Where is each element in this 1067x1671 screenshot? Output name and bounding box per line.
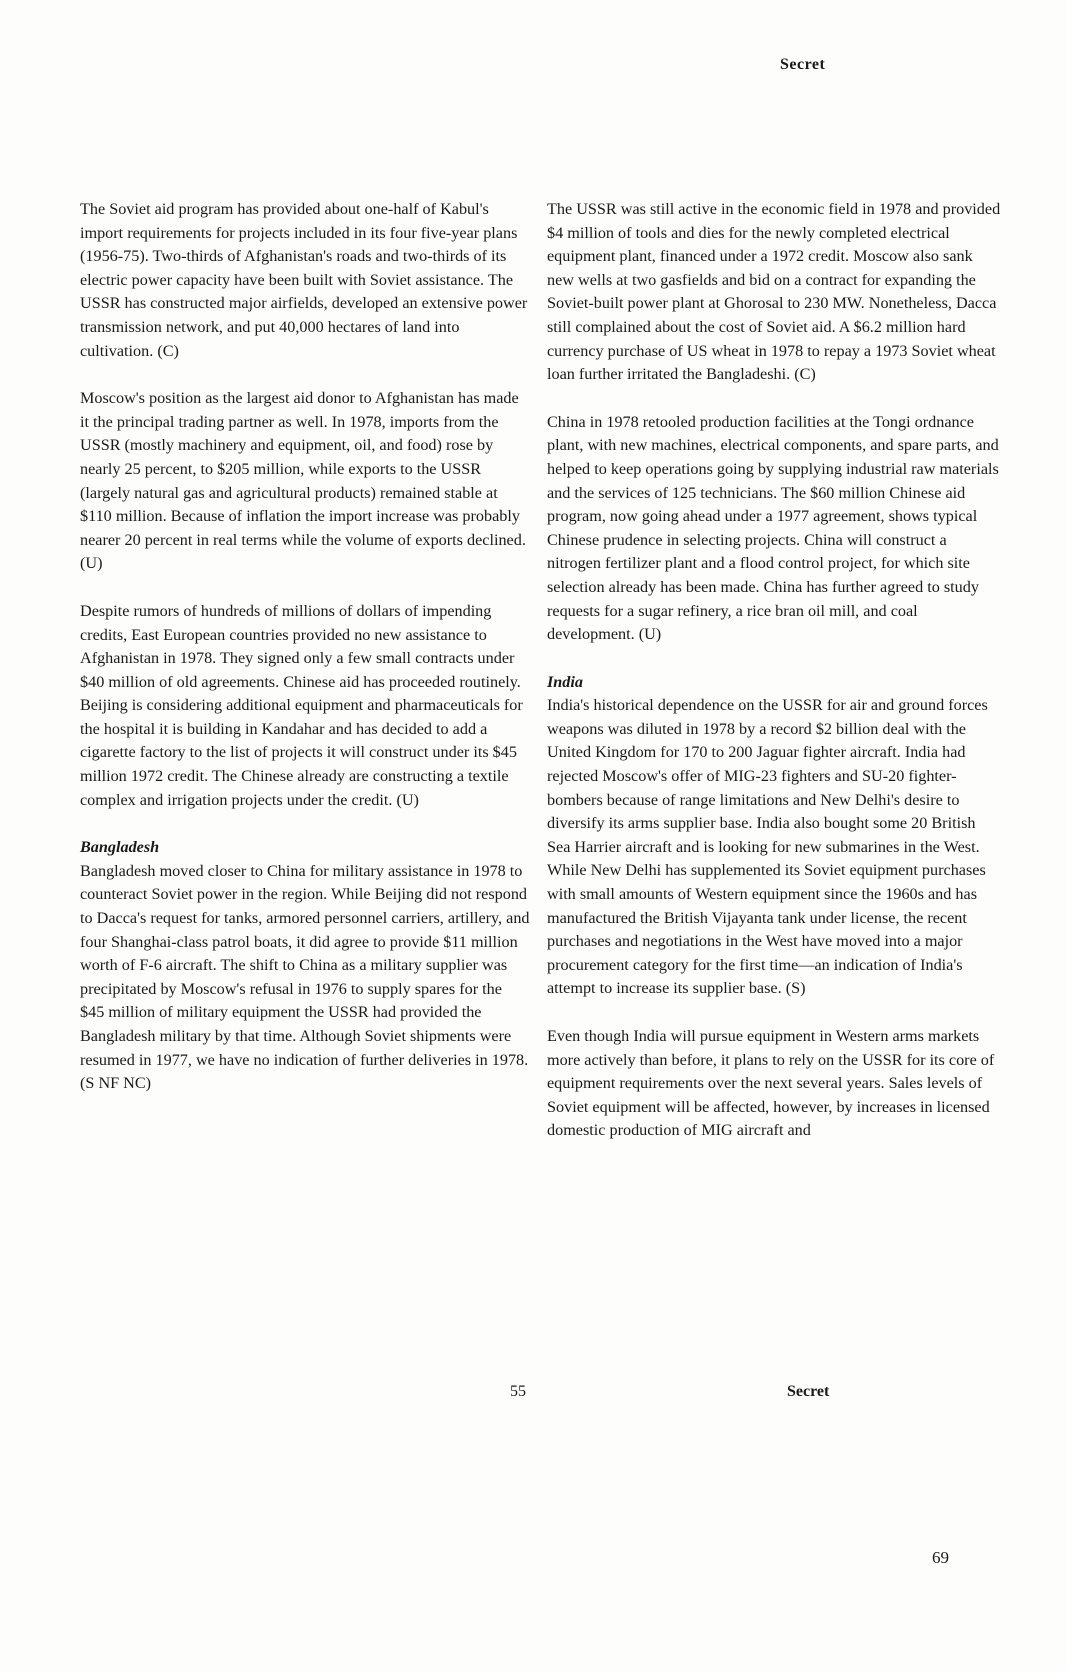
section-heading-bangladesh: Bangladesh	[80, 838, 160, 857]
left-paragraph-2: Moscow's position as the largest aid donor to Afghanistan has made it the principal trading partner as well. In 1978, imports from the USSR (mostly machinery and equipment, oil, and food) rose by nearly 25 percent, to $205 million, while exports to the USSR (largely natural gas and agricultural products) remained stable at $110 million. Because of inflation the import increase was probably nearer 20 percent in real terms while the volume of exports declined. (U)	[80, 389, 526, 573]
page-number: 55	[510, 1383, 526, 1400]
classification-footer: Secret	[787, 1383, 830, 1400]
outer-page-number: 69	[932, 1548, 949, 1567]
left-paragraph-4: Bangladesh moved closer to China for military assistance in 1978 to counteract Soviet power in the region. While Beijing did not respond to Dacca's request for tanks, armored personnel carriers, artillery, and four Shanghai-class patrol boats, it did agree to provide $11 million worth of F-6 aircraft. The shift to China as a military supplier was precipitated by Moscow's refusal in 1976 to supply spares for the $45 million of military equipment the USSR had provided the Bangladesh military by that time. Although Soviet shipments were resumed in 1977, we have no indication of further deliveries in 1978. (S NF NC)	[80, 861, 530, 1093]
right-paragraph-1: The USSR was still active in the economic field in 1978 and provided $4 million of tools and dies for the newly completed electrical equipment plant, financed under a 1972 credit. Moscow also sank new wells at two gasfields and bid on a contract for expanding the Soviet-built power plant at Ghorosal to 230 MW. Nonetheless, Dacca still complained about the cost of Soviet aid. A $6.2 million hard currency purchase of US wheat in 1978 to repay a 1973 Soviet wheat loan further irritated the Bangladeshi. (C)	[547, 200, 1001, 384]
left-paragraph-3: Despite rumors of hundreds of millions of dollars of impending credits, East European countries provided no new assistance to Afghanistan in 1978. They signed only a few small contracts under $40 million of old agreements. Chinese aid has proceeded routinely. Beijing is considering additional equipment and pharmaceuticals for the hospital it is building in Kandahar and has decided to add a cigarette factory to the list of projects it will construct under its $45 million 1972 credit. The Chinese already are constructing a textile complex and irrigation projects under the credit. (U)	[80, 601, 523, 809]
right-paragraph-2: China in 1978 retooled production facilities at the Tongi ordnance plant, with new machines, electrical components, and spare parts, and helped to keep operations going by supplying industrial raw materials and the services of 125 technicians. The $60 million Chinese aid program, now going ahead under a 1977 agreement, shows typical Chinese prudence in selecting projects. China will construct a nitrogen fertilizer plant and a flood control project, for which site selection already has been made. China has further agreed to study requests for a sugar refinery, a rice bran oil mill, and coal development. (U)	[547, 412, 999, 644]
right-column	[547, 198, 1002, 1167]
section-heading-india: India	[547, 672, 583, 691]
right-paragraph-3: India's historical dependence on the USSR for air and ground forces weapons was diluted in 1978 by a record $2 billion deal with the United Kingdom for 170 to 200 Jaguar fighter aircraft. India had rejected Moscow's offer of MIG-23 fighters and SU-20 fighter-bombers because of range limitations and New Delhi's desire to diversify its arms supplier base. India also bought some 20 British Sea Harrier aircraft and is looking for new submarines in the West. While New Delhi has supplemented its Soviet equipment purchases with small amounts of Western equipment since the 1960s and has manufactured the British Vijayanta tank under license, the recent purchases and negotiations in the West have moved into a major procurement category for the first time—an indication of India's attempt to increase its supplier base. (S)	[547, 696, 988, 998]
left-paragraph-1: The Soviet aid program has provided about one-half of Kabul's import requirements for projects included in its four five-year plans (1956-75). Two-thirds of Afghanistan's roads and two-thirds of its electric power capacity have been built with Soviet assistance. The USSR has constructed major airfields, developed an extensive power transmission network, and put 40,000 hectares of land into cultivation. (C)	[80, 200, 528, 360]
right-paragraph-4: Even though India will pursue equipment in Western arms markets more actively than before, it plans to rely on the USSR for its core of equipment requirements over the next several years. Sales levels of Soviet equipment will be affected, however, by increases in licensed domestic production of MIG aircraft and	[547, 1027, 995, 1140]
classification-header: Secret	[780, 56, 826, 73]
left-column	[80, 198, 530, 1120]
